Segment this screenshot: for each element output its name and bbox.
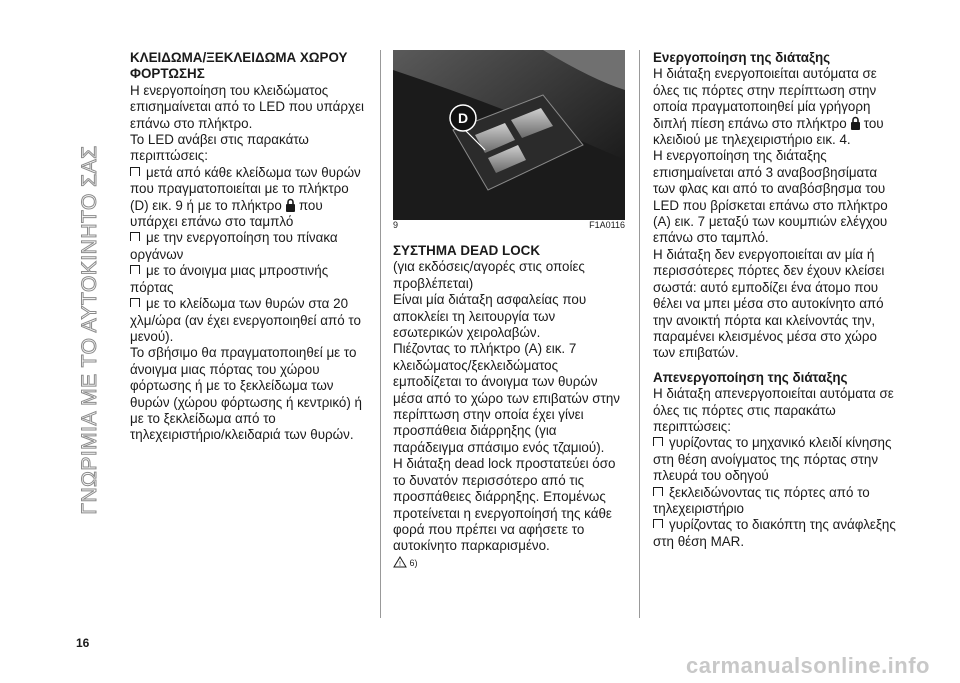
figure-number: 9 [393, 220, 399, 230]
page-number: 16 [76, 636, 90, 650]
svg-text:!: ! [399, 560, 401, 568]
figure-code: F1A0116 [589, 220, 625, 230]
bullet-icon [653, 485, 669, 500]
watermark: carmanualsonline.info [686, 653, 930, 678]
figure-door-switch-panel [393, 50, 625, 220]
bullet-item: ξεκλειδώνοντας τις πόρτες από το τηλεχειριστήριο [653, 484, 870, 516]
section-side-title [70, 40, 110, 620]
bullet-item: γυρίζοντας το διακόπτη της ανάφλεξης στη θέση MAR. [653, 517, 896, 549]
bullet-icon [130, 165, 146, 180]
paragraph: Είναι μία διάταξη ασφαλείας που αποκλείει τη λειτουργία των εσωτερικών χειρολαβών. [393, 292, 587, 341]
heading-deactivation: Απενεργοποίηση της διάταξης [653, 369, 848, 385]
heading-activation: Ενεργοποίηση της διάταξης [653, 50, 831, 65]
figure-callout: D [457, 110, 469, 126]
bullet-icon [653, 435, 669, 450]
column-right [653, 50, 898, 550]
paragraph: Το σβήσιμο θα πραγματοποιηθεί με το άνοιγμα μιας πόρτας του χώρου φόρτωσης ή με το ξεκλείδωμα των θυρών (χώρου φόρτωσης ή κεντρικό) ή με το ξεκλείδωμα από το τηλεχειριστήριο/κλειδαριά των θυρών. [130, 345, 362, 443]
bullet-icon [130, 296, 146, 311]
heading-lock-cargo: ΚΛΕΙΔΩΜΑ/ΞΕΚΛΕΙΔΩΜΑ ΧΩΡΟΥ ΦΟΡΤΩΣΗΣ [130, 50, 348, 82]
bullet-icon [130, 263, 146, 278]
column-middle [393, 243, 625, 571]
paragraph: Πιέζοντας το πλήκτρο (A) εικ. 7 κλειδώματος/ξεκλειδώματος εμποδίζεται το άνοιγμα των θυρών μέσα από το χώρο των επιβατών στην περίπτωση στην οποία έχει γίνει προσπάθεια διάρρηξης (για παράδειγμα σπάσιμο ενός τζαμιού). [393, 341, 620, 455]
bullet-item: γυρίζοντας το μηχανικό κλειδί κίνησης στη θέση ανοίγματος της πόρτας στην πλευρά του οδηγού [653, 435, 892, 484]
column-left [130, 50, 368, 444]
bullet-item: με το άνοιγμα μιας μπροστινής πόρτας [130, 263, 329, 295]
warning-reference: ! 6) [393, 555, 625, 571]
paragraph: Η διάταξη δεν ενεργοποιείται αν μία ή περισσότερες πόρτες δεν έχουν κλείσει σωστά: αυτό εμποδίζει ένα άτομο που θέλει να μπει μέσα στο αυτοκίνητο από την ανοικτή πόρτα και κλείνοντάς την, παραμένει κλεισμένος μέσα στο χώρο των επιβατών. [653, 246, 885, 361]
bullet-item: μετά από κάθε κλείδωμα των θυρών που πραγματοποιείται με το πλήκτρο (D) εικ. 9 ή με το πλήκτρο που υπάρχει επάνω στο ταμπλό [130, 164, 361, 230]
lock-icon [285, 198, 296, 212]
figure-illustration [393, 50, 625, 220]
lock-icon [850, 116, 861, 130]
column-divider [639, 50, 640, 618]
paragraph: Η διάταξη απενεργοποιείται αυτόματα σε όλες τις πόρτες στις παρακάτω περιπτώσεις: [653, 386, 894, 434]
warning-icon [393, 556, 407, 568]
paragraph: Η διάταξη ενεργοποιείται αυτόματα σε όλες τις πόρτες στην περίπτωση στην οποία πραγματοποιηθεί μία γρήγορη διπλή πίεση επάνω στο πλήκτρο του κλειδιού με τηλεχειριστήριο εικ. 4. [653, 66, 884, 148]
paragraph: (για εκδόσεις/αγορές στις οποίες προβλέπεται) [393, 259, 585, 291]
paragraph: Η διάταξη dead lock προστατεύει όσο το δυνατόν περισσότερο από τις προσπάθειες διάρρηξης. Επομένως προτείνεται η ενεργοποίησή της κάθε φορά που πρέπει να αφήσετε το αυτοκίνητο παρκαρισμένο. [393, 456, 616, 554]
side-title-text: ΓΝΩΡΙΜΙΑ ΜΕ ΤΟ ΑΥΤΟΚΙΝΗΤΟ ΣΑΣ [78, 145, 101, 515]
bullet-icon [130, 230, 146, 245]
paragraph: Η ενεργοποίηση της διάταξης επισημαίνεται από 3 αναβοσβησίματα των φλας και από το αναβόσβησμα του LED που βρίσκεται επάνω στο πλήκτρο (A) εικ. 7 μεταξύ των κουμπιών ελέγχου επάνω στο ταμπλό. [653, 148, 888, 246]
paragraph: Η ενεργοποίηση του κλειδώματος επισημαίνεται από το LED που υπάρχει επάνω στο πλήκτρο. [130, 82, 364, 131]
paragraph: Το LED ανάβει στις παρακάτω περιπτώσεις: [130, 132, 309, 164]
bullet-item: με την ενεργοποίηση του πίνακα οργάνων [130, 230, 338, 262]
column-divider [380, 50, 381, 618]
heading-dead-lock: ΣΥΣΤΗΜΑ DEAD LOCK [393, 243, 540, 258]
bullet-item: με το κλείδωμα των θυρών στα 20 χλμ/ώρα (αν έχει ενεργοποιηθεί από το μενού). [130, 296, 361, 344]
bullet-icon [653, 517, 669, 532]
